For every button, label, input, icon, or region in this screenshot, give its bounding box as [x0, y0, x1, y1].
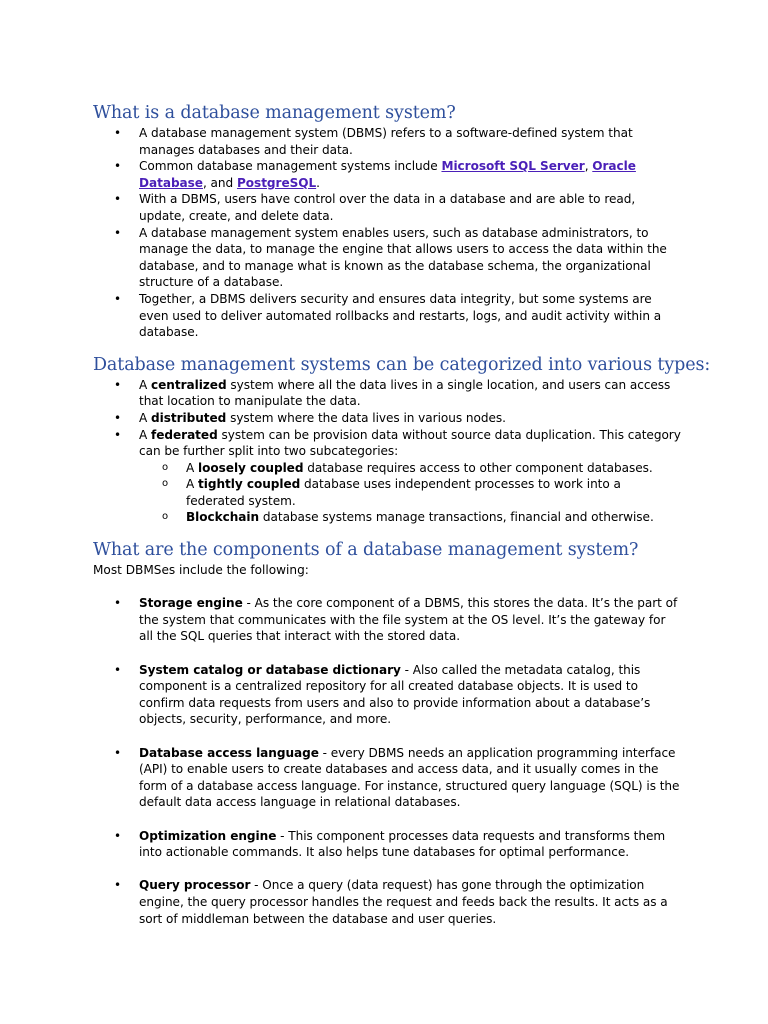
list-item-text: A	[186, 477, 199, 492]
bullet-icon: •	[114, 192, 122, 207]
list-item-text: - Once a query (data request) has gone through the optimization engine, the query processor handles the request and feeds back the results. It acts as a sort of middleman between the database and user queries.	[139, 878, 668, 926]
list-item-text: database systems manage transactions, financial and otherwise.	[259, 510, 654, 525]
circle-bullet-icon: o	[162, 511, 169, 523]
section-heading: What are the components of a database management system?	[93, 540, 639, 561]
bold-term: Blockchain	[186, 510, 260, 525]
section-intro: Most DBMSes include the following:	[93, 563, 309, 578]
list-item-text: A	[186, 460, 199, 475]
bold-term: loosely coupled	[198, 460, 304, 475]
list-item-text: A database management system (DBMS) refers to a software-defined system that manages databases and their data.	[139, 126, 633, 157]
list-item	[93, 158, 683, 191]
list-item-text: A	[139, 410, 152, 425]
bullet-icon: •	[114, 427, 122, 442]
sub-bullet-list	[93, 460, 683, 526]
list-item-text: A database management system enables users, such as database administrators, to manage the data, to manage the engine that allows users to access the data within the database, and to manage what is known as the database schema, the organizational structure of a database.	[139, 225, 667, 290]
section-heading: What is a database management system?	[93, 103, 456, 123]
list-item	[93, 595, 683, 645]
list-item-text: , and	[202, 175, 237, 190]
bold-term: federated	[151, 427, 218, 442]
link-microsoft-sql-server[interactable]: Microsoft SQL Server	[441, 159, 585, 174]
bullet-list	[93, 377, 683, 460]
list-item	[93, 225, 683, 291]
section-dbms-types	[93, 353, 711, 526]
bold-term: Optimization engine	[139, 828, 277, 843]
list-item	[93, 377, 683, 410]
list-item-text: database uses independent processes to work into a federated system.	[186, 477, 621, 508]
bullet-icon: •	[114, 662, 122, 677]
sub-list-item	[93, 509, 683, 526]
bullet-icon: •	[114, 745, 122, 760]
list-item	[93, 877, 683, 927]
list-item-text: - Also called the metadata catalog, this component is a centralized repository for all created database objects. It is used to confirm data requests from users and also to provide information about a database’s objects, security, performance, and more.	[139, 662, 651, 727]
list-item-text: - every DBMS needs an application programming interface (API) to enable users to create databases and access data, and it usually comes in the form of a database access language. For instance, structured query language (SQL) is the default data access language in relational databases.	[139, 745, 680, 810]
list-item-text: - This component processes data requests and transforms them into actionable commands. It also helps tune databases for optimal performance.	[139, 828, 666, 860]
bold-term: centralized	[151, 377, 227, 392]
circle-bullet-icon: o	[162, 461, 169, 473]
list-item-text: Together, a DBMS delivers security and ensures data integrity, but some systems are even used to deliver automated rollbacks and restarts, logs, and audit activity within a database.	[139, 291, 662, 340]
bold-term: tightly coupled	[198, 477, 301, 492]
link-postgresql[interactable]: PostgreSQL	[236, 175, 317, 190]
section-dbms-components	[93, 538, 683, 927]
list-item-text: A	[139, 377, 152, 392]
bullet-icon: •	[114, 291, 122, 306]
bullet-list	[93, 125, 683, 341]
list-item-text: Common database management systems include	[139, 159, 442, 174]
bold-term: Query processor	[139, 878, 251, 893]
list-item	[93, 745, 683, 811]
bullet-icon: •	[114, 377, 122, 392]
section-heading: Database management systems can be categorized into various types:	[93, 354, 711, 375]
list-item-text: system where all the data lives in a single location, and users can access that location to manipulate the data.	[139, 377, 671, 409]
sub-list-item	[93, 476, 683, 509]
list-item-text: A	[139, 427, 152, 442]
list-item-text: database requires access to other component databases.	[303, 460, 653, 475]
bullet-icon: •	[114, 596, 122, 611]
link-oracle-database[interactable]: Oracle Database	[139, 159, 636, 190]
bold-term: System catalog or database dictionary	[139, 662, 401, 677]
list-item	[93, 410, 683, 427]
bullet-icon: •	[114, 225, 122, 240]
list-item	[93, 427, 683, 460]
list-item-text: system can be provision data without source data duplication. This category can be further split into two subcategories:	[139, 427, 681, 459]
bold-term: Database access language	[139, 745, 319, 760]
list-item-text: With a DBMS, users have control over the data in a database and are able to read, update, create, and delete data.	[139, 192, 636, 223]
section-what-is-dbms	[93, 101, 683, 341]
list-item-text: - As the core component of a DBMS, this stores the data. It’s the part of the system that communicates with the file system at the OS level. It’s the gateway for all the SQL queries that interact with the stored data.	[139, 596, 678, 644]
bullet-icon: •	[114, 828, 122, 843]
list-item-text: ,	[584, 159, 593, 174]
list-item-text: system where the data lives in various nodes.	[226, 410, 506, 425]
bold-term: Storage engine	[139, 596, 243, 611]
sub-list-item	[93, 460, 683, 477]
bullet-icon: •	[114, 159, 122, 174]
circle-bullet-icon: o	[162, 478, 169, 490]
bullet-icon: •	[114, 126, 122, 140]
bullet-icon: •	[114, 410, 122, 425]
document-body	[93, 101, 711, 927]
list-item	[93, 191, 683, 224]
list-item	[93, 125, 683, 158]
list-item	[93, 291, 683, 341]
list-item	[93, 828, 683, 861]
bold-term: distributed	[151, 410, 227, 425]
bullet-list	[93, 595, 683, 927]
bullet-icon: •	[114, 878, 122, 893]
list-item-text: .	[316, 175, 320, 190]
list-item	[93, 662, 683, 728]
